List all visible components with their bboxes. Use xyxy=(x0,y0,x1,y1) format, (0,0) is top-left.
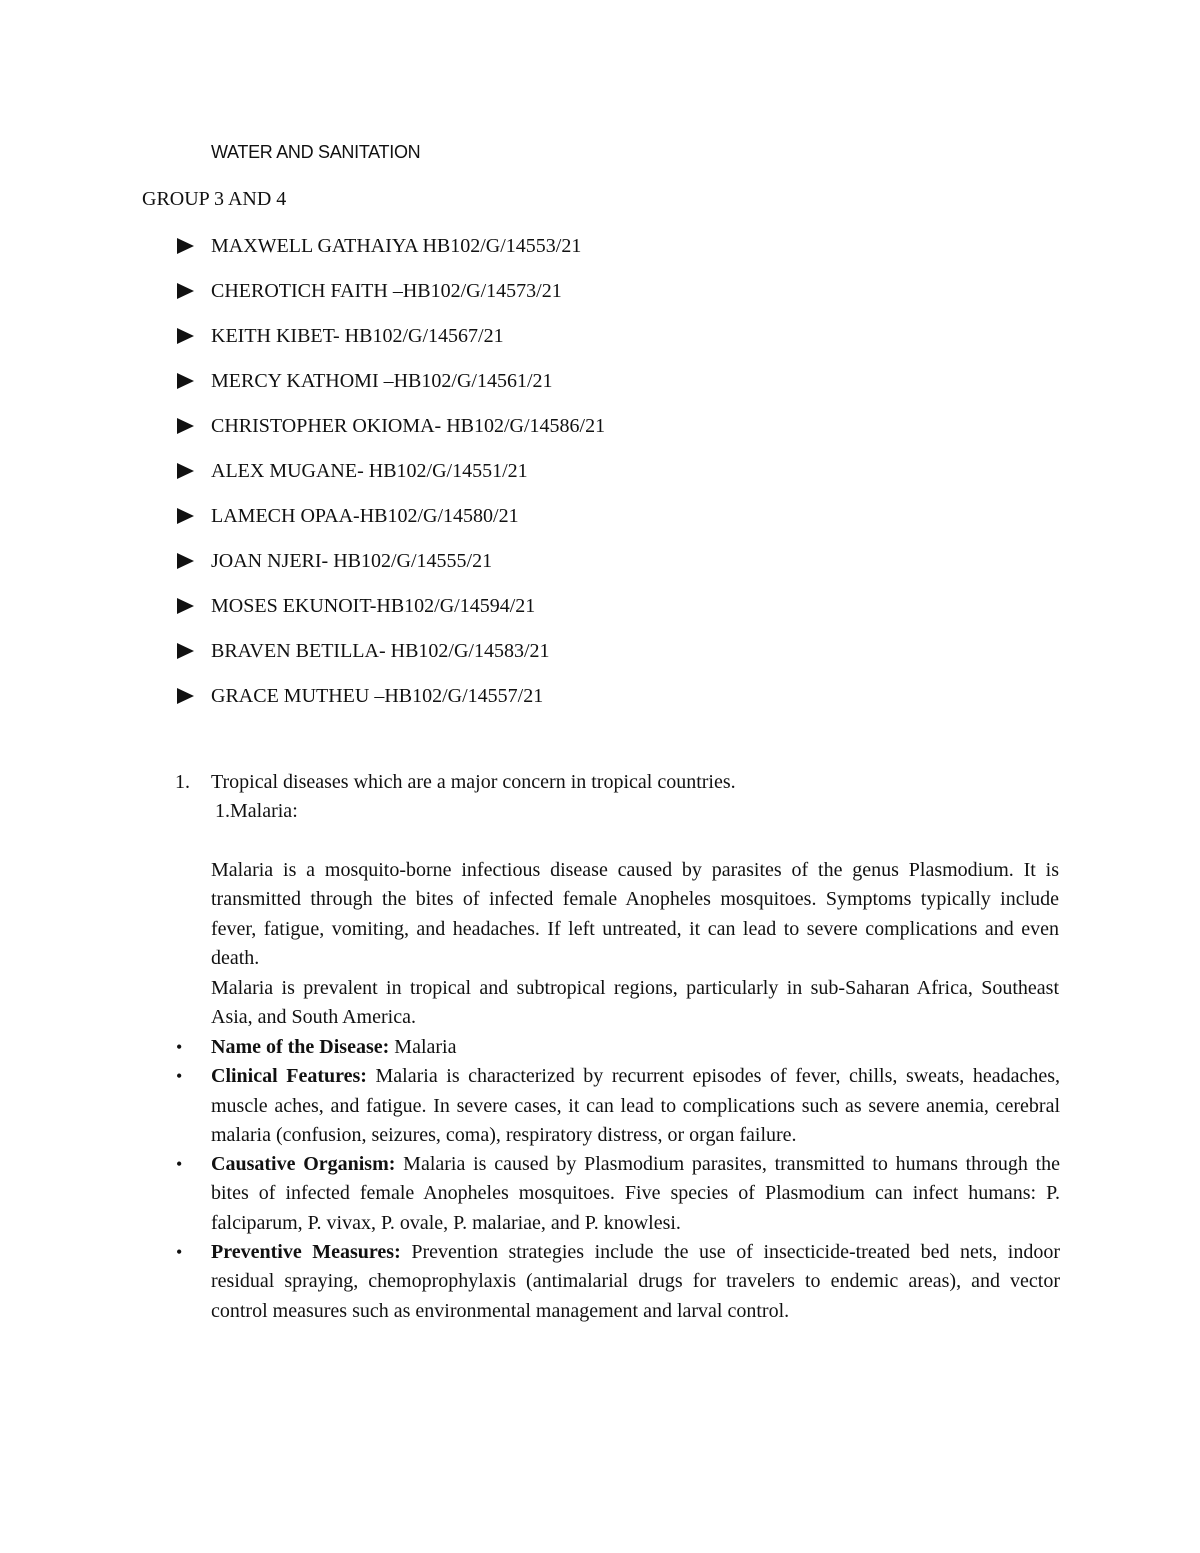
detail-text: Malaria is caused by Plasmodium parasites, transmitted to humans through the bites of infected female Anopheles mosquitoes. Five species of Plasmodium can infect humans: P. falciparum, P. vivax, P. ovale, P. malariae, and P. knowlesi. xyxy=(211,1153,1060,1234)
member-text: GRACE MUTHEU –HB102/G/14557/21 xyxy=(211,685,544,707)
member-item xyxy=(177,413,605,458)
bullet-icon: • xyxy=(176,1242,183,1263)
detail-text: Malaria is characterized by recurrent episodes of fever, chills, sweats, headaches, muscle aches, and fatigue. In severe cases, it can lead to complications such as severe anemia, cerebral malaria (confusion, seizures, coma), respiratory distress, or organ failure. xyxy=(211,1065,1060,1146)
member-item xyxy=(177,593,605,638)
detail-text: Prevention strategies include the use of insecticide-treated bed nets, indoor residual spraying, chemoprophylaxis (antimalarial drugs for travelers to endemic areas), and vector control measures such as environmental management and larval control. xyxy=(211,1241,1060,1322)
right-triangle-arrow-icon xyxy=(177,508,194,524)
question-number: 1. xyxy=(175,771,190,793)
malaria-paragraph-2: Malaria is prevalent in tropical and subtropical regions, particularly in sub-Saharan Africa, Southeast Asia, and South America. xyxy=(211,977,1059,1029)
detail-label: Clinical Features: xyxy=(211,1065,367,1088)
right-triangle-arrow-icon xyxy=(177,238,194,254)
member-text: CHEROTICH FAITH –HB102/G/14573/21 xyxy=(211,280,562,302)
member-text: MOSES EKUNOIT-HB102/G/14594/21 xyxy=(211,595,536,617)
right-triangle-arrow-icon xyxy=(177,553,194,569)
detail-item-name xyxy=(176,1033,1060,1062)
question-text: Tropical diseases which are a major concern in tropical countries. xyxy=(211,771,736,793)
member-item xyxy=(177,368,605,413)
right-triangle-arrow-icon xyxy=(177,463,194,479)
member-item xyxy=(177,233,605,278)
member-item xyxy=(177,278,605,323)
right-triangle-arrow-icon xyxy=(177,283,194,299)
member-item xyxy=(177,683,605,728)
malaria-paragraph-1: Malaria is a mosquito-borne infectious disease caused by parasites of the genus Plasmodium. It is transmitted through the bites of infected female Anopheles mosquitoes. Symptoms typically include fever, fatigue, vomiting, and headaches. If left untreated, it can lead to severe complications and even death. xyxy=(211,859,1059,969)
member-item xyxy=(177,503,605,548)
detail-label: Name of the Disease: xyxy=(211,1036,390,1058)
detail-item-causative-organism xyxy=(176,1150,1060,1238)
bullet-icon: • xyxy=(176,1037,183,1057)
member-text: MERCY KATHOMI –HB102/G/14561/21 xyxy=(211,370,553,392)
member-text: KEITH KIBET- HB102/G/14567/21 xyxy=(211,325,504,347)
member-text: JOAN NJERI- HB102/G/14555/21 xyxy=(211,550,493,572)
right-triangle-arrow-icon xyxy=(177,418,194,434)
member-item xyxy=(177,458,605,503)
group-label: GROUP 3 AND 4 xyxy=(142,188,287,210)
right-triangle-arrow-icon xyxy=(177,643,194,659)
detail-label: Preventive Measures: xyxy=(211,1241,401,1264)
right-triangle-arrow-icon xyxy=(177,688,194,704)
member-text: LAMECH OPAA-HB102/G/14580/21 xyxy=(211,505,519,527)
bullet-icon: • xyxy=(176,1066,183,1087)
member-item xyxy=(177,323,605,368)
member-item xyxy=(177,638,605,683)
member-item xyxy=(177,548,605,593)
member-text: MAXWELL GATHAIYA HB102/G/14553/21 xyxy=(211,235,582,257)
detail-text: Malaria xyxy=(389,1036,457,1058)
document-title: WATER AND SANITATION xyxy=(211,142,421,162)
member-text: CHRISTOPHER OKIOMA- HB102/G/14586/21 xyxy=(211,415,606,437)
member-list xyxy=(177,233,605,728)
bullet-icon: • xyxy=(176,1154,183,1175)
right-triangle-arrow-icon xyxy=(177,373,194,389)
right-triangle-arrow-icon xyxy=(177,328,194,344)
member-text: BRAVEN BETILLA- HB102/G/14583/21 xyxy=(211,640,550,662)
disease-details-list xyxy=(176,1033,1060,1326)
disease-subheading: 1.Malaria: xyxy=(215,800,298,822)
detail-item-preventive-measures xyxy=(176,1238,1060,1326)
member-text: ALEX MUGANE- HB102/G/14551/21 xyxy=(211,460,528,482)
right-triangle-arrow-icon xyxy=(177,598,194,614)
detail-item-clinical-features xyxy=(176,1062,1060,1150)
detail-label: Causative Organism: xyxy=(211,1153,396,1176)
